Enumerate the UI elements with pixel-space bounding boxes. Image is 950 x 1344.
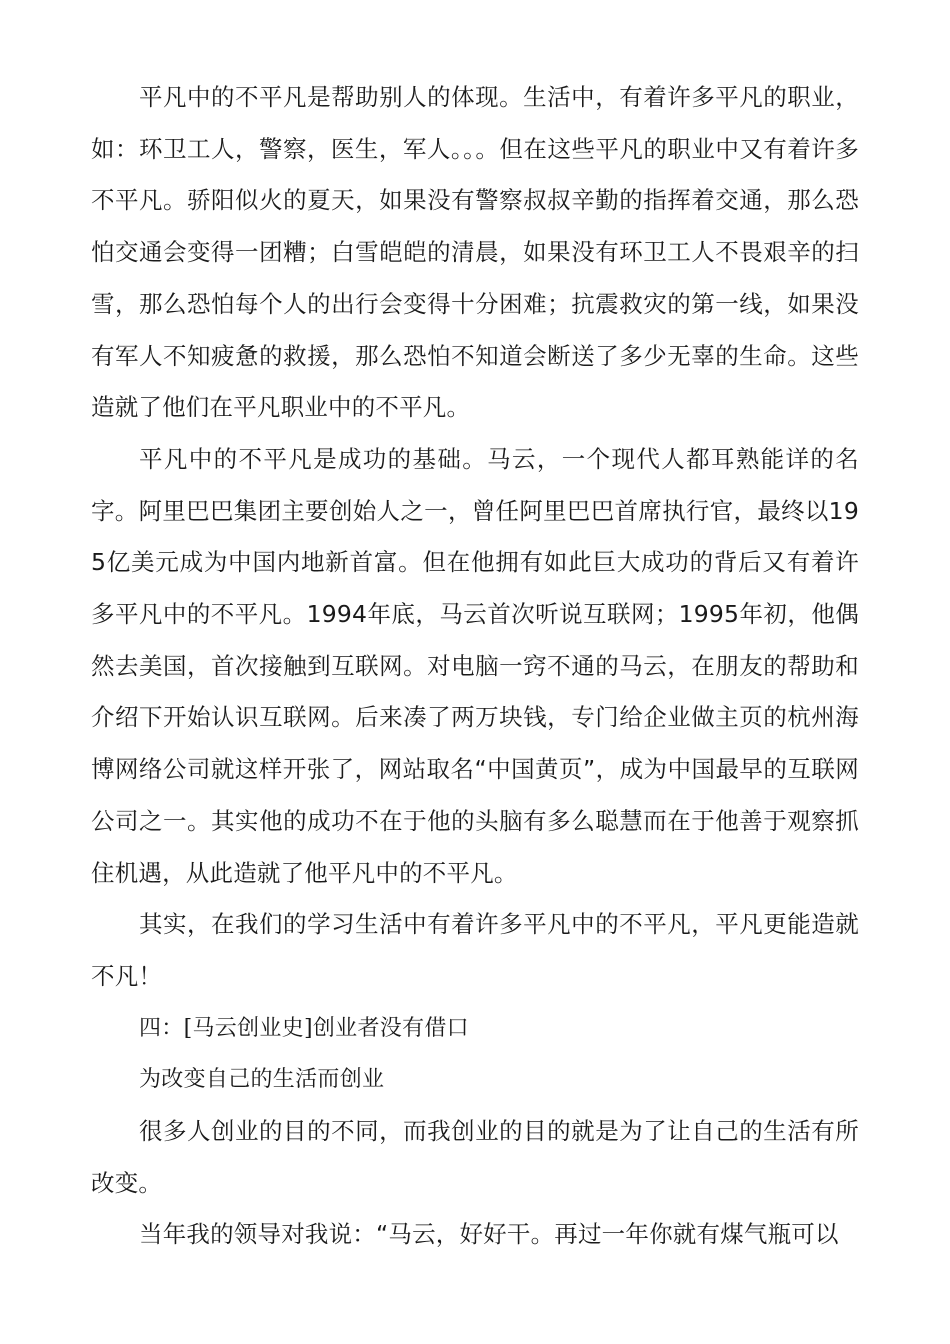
- paragraph-purpose-of-business: 很多人创业的目的不同，而我创业的目的就是为了让自己的生活有所改变。: [91, 1117, 859, 1197]
- paragraph-conclusion: 其实，在我们的学习生活中有着许多平凡中的不平凡，平凡更能造就不凡！: [91, 910, 859, 990]
- paragraph-foundation-of-success: 平凡中的不平凡是成功的基础。马云，一个现代人都耳熟能详的名字。阿里巴巴集团主要创始人之一，曾任阿里巴巴首席执行官，最终以195亿美元成为中国内地新首富。但在他拥有如此巨大成功的背后又有着许多平凡中的不平凡。1994年底，马云首次听说互联网；1995年初，他偶然去美国，首次接触到互联网。对电脑一窍不通的马云，在朋友的帮助和介绍下开始认识互联网。后来凑了两万块钱，专门给企业做主页的杭州海博网络公司就这样开张了，网站取名“中国黄页”，成为中国最早的互联网公司之一。其实他的成功不在于他的头脑有多么聪慧而在于他善于观察抓住机遇，从此造就了他平凡中的不平凡。: [91, 444, 859, 887]
- paragraph-helping-others: 平凡中的不平凡是帮助别人的体现。生活中，有着许多平凡的职业，如：环卫工人，警察，医生，军人。。。但在这些平凡的职业中又有着许多不平凡。骄阳似火的夏天，如果没有警察叔叔辛勤的指挥着交通，那么恐怕交通会变得一团糟；白雪皑皑的清晨，如果没有环卫工人不畏艰辛的扫雪，那么恐怕每个人的出行会变得十分困难；抗震救灾的第一线，如果没有军人不知疲惫的救援，那么恐怕不知道会断送了多少无辜的生命。这些造就了他们在平凡职业中的不平凡。: [91, 83, 859, 422]
- paragraph-leader-quote: 当年我的领导对我说：“马云，好好干。再过一年你就有煤气瓶可以: [139, 1220, 839, 1249]
- section-heading: 四：[马云创业史]创业者没有借口: [139, 1015, 469, 1041]
- subsection-heading: 为改变自己的生活而创业: [139, 1067, 385, 1093]
- document-body: [91, 72, 859, 1261]
